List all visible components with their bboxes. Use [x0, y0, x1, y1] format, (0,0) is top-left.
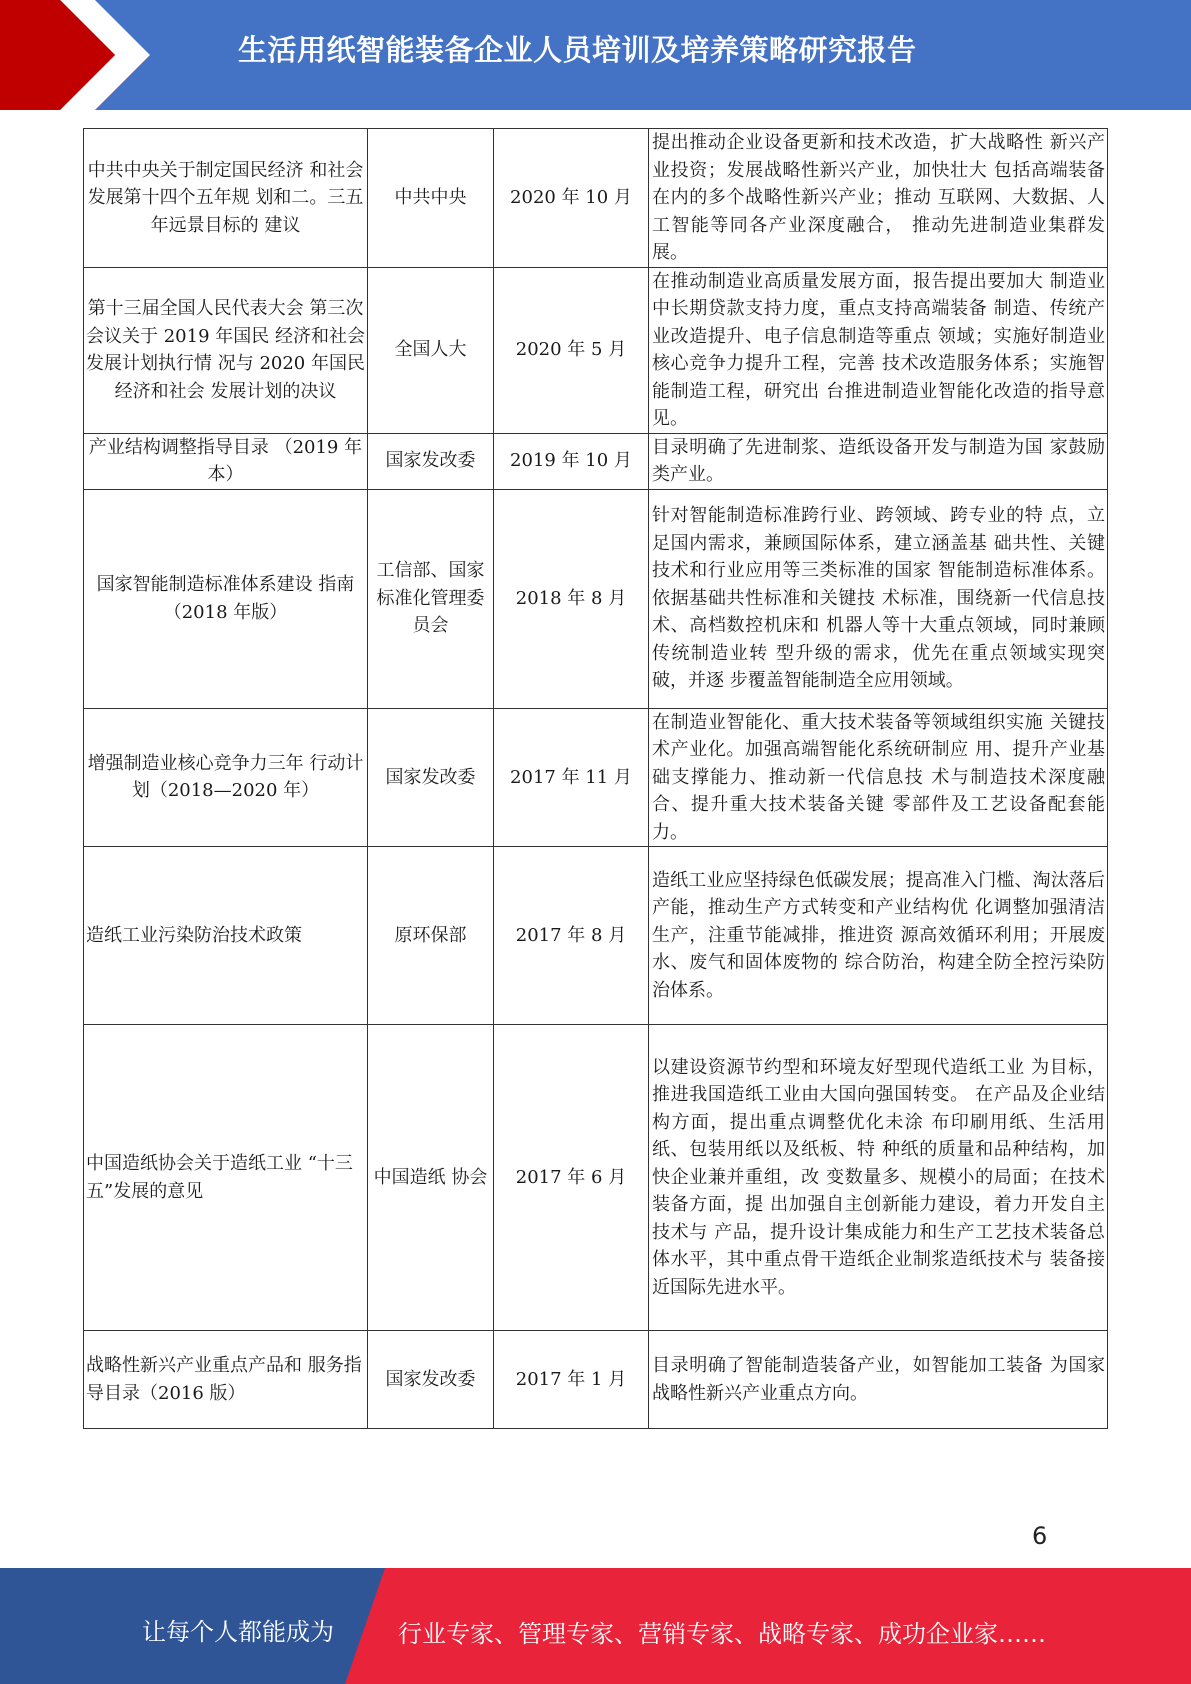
- policy-content: 造纸工业应坚持绿色低碳发展；提高准入门槛、淘汰落后产能，推动生产方式转变和产业结构优 化调整加强清洁生产，注重节能减排，推进资 源高效循环利用；开展废水、废气和固体废物的 综合防治，构建全防全控污染防治体系。: [649, 847, 1108, 1025]
- policy-issuer: 国家发改委: [368, 433, 494, 489]
- policy-date: 2017 年 11 月: [494, 708, 649, 847]
- policy-content: 在推动制造业高质量发展方面，报告提出要加大 制造业中长期贷款支持力度，重点支持高端装备 制造、传统产业改造提升、电子信息制造等重点 领域；实施好制造业核心竞争力提升工程，完善 技术改造服务体系；实施智能制造工程，研究出 台推进制造业智能化改造的指导意见。: [649, 267, 1108, 433]
- policy-issuer: 中共中央: [368, 129, 494, 268]
- table-row: [84, 489, 1108, 708]
- table-row: [84, 433, 1108, 489]
- policy-date: 2020 年 5 月: [494, 267, 649, 433]
- policy-content: 提出推动企业设备更新和技术改造，扩大战略性 新兴产业投资；发展战略性新兴产业，加快壮大 包括高端装备在内的多个战略性新兴产业；推动 互联网、大数据、人工智能等同各产业深度融合， 推动先进制造业集群发展。: [649, 129, 1108, 268]
- policy-issuer: 全国人大: [368, 267, 494, 433]
- policy-name: 增强制造业核心竞争力三年 行动计划（2018—2020 年）: [84, 708, 368, 847]
- footer-slogan-left: 让每个人都能成为: [142, 1618, 334, 1646]
- policy-content: 以建设资源节约型和环境友好型现代造纸工业 为目标，推进我国造纸工业由大国向强国转变。 在产品及企业结构方面，提出重点调整优化未涂 布印刷用纸、生活用纸、包装用纸以及纸板、特 种纸的质量和品种结构，加快企业兼并重组，改 变数量多、规模小的局面；在技术装备方面，提 出加强自主创新能力建设，着力开发自主技术与 产品，提升设计集成能力和生产工艺技术装备总 体水平，其中重点骨干造纸企业制浆造纸技术与 装备接近国际先进水平。: [649, 1025, 1108, 1331]
- policy-name: 国家智能制造标准体系建设 指南（2018 年版）: [84, 489, 368, 708]
- policy-date: 2020 年 10 月: [494, 129, 649, 268]
- policy-issuer: 国家发改委: [368, 708, 494, 847]
- policy-date: 2017 年 1 月: [494, 1331, 649, 1429]
- table-row: [84, 708, 1108, 847]
- policy-name: 第十三届全国人民代表大会 第三次会议关于 2019 年国民 经济和社会发展计划执行情 况与 2020 年国民经济和社会 发展计划的决议: [84, 267, 368, 433]
- table-row: [84, 1331, 1108, 1429]
- table-row: [84, 267, 1108, 433]
- policy-date: 2017 年 6 月: [494, 1025, 649, 1331]
- policy-name: 造纸工业污染防治技术政策: [84, 847, 368, 1025]
- policy-content: 针对智能制造标准跨行业、跨领域、跨专业的特 点，立足国内需求，兼顾国际体系，建立涵盖基 础共性、关键技术和行业应用等三类标准的国家 智能制造标准体系。依据基础共性标准和关键技 术标准，围绕新一代信息技术、高档数控机床和 机器人等十大重点领域，同时兼顾传统制造业转 型升级的需求，优先在重点领域实现突破，并逐 步覆盖智能制造全应用领域。: [649, 489, 1108, 708]
- policy-content: 目录明确了先进制浆、造纸设备开发与制造为国 家鼓励类产业。: [649, 433, 1108, 489]
- table-row: [84, 1025, 1108, 1331]
- policy-content: 在制造业智能化、重大技术装备等领域组织实施 关键技术产业化。加强高端智能化系统研制应 用、提升产业基础支撑能力、推动新一代信息技 术与制造技术深度融合、提升重大技术装备关键 零部件及工艺设备配套能力。: [649, 708, 1108, 847]
- policy-name: 产业结构调整指导目录 （2019 年本）: [84, 433, 368, 489]
- policy-name: 中国造纸协会关于造纸工业 “十三五”发展的意见: [84, 1025, 368, 1331]
- policy-issuer: 国家发改委: [368, 1331, 494, 1429]
- policy-table: [83, 128, 1108, 1429]
- page-footer: [0, 1568, 1191, 1684]
- policy-issuer: 工信部、国家标准化管理委员会: [368, 489, 494, 708]
- policy-issuer: 原环保部: [368, 847, 494, 1025]
- page-number: 6: [1032, 1522, 1048, 1550]
- policy-name: 战略性新兴产业重点产品和 服务指导目录（2016 版）: [84, 1331, 368, 1429]
- policy-issuer: 中国造纸 协会: [368, 1025, 494, 1331]
- policy-date: 2017 年 8 月: [494, 847, 649, 1025]
- policy-content: 目录明确了智能制造装备产业，如智能加工装备 为国家战略性新兴产业重点方向。: [649, 1331, 1108, 1429]
- page-header: [0, 0, 1191, 110]
- report-title: 生活用纸智能装备企业人员培训及培养策略研究报告: [238, 33, 917, 67]
- table-row: [84, 129, 1108, 268]
- policy-date: 2019 年 10 月: [494, 433, 649, 489]
- policy-name: 中共中央关于制定国民经济 和社会发展第十四个五年规 划和二。三五年远景目标的 建议: [84, 129, 368, 268]
- policy-date: 2018 年 8 月: [494, 489, 649, 708]
- footer-slogan-right: 行业专家、管理专家、营销专家、战略专家、成功企业家……: [398, 1620, 1046, 1648]
- table-row: [84, 847, 1108, 1025]
